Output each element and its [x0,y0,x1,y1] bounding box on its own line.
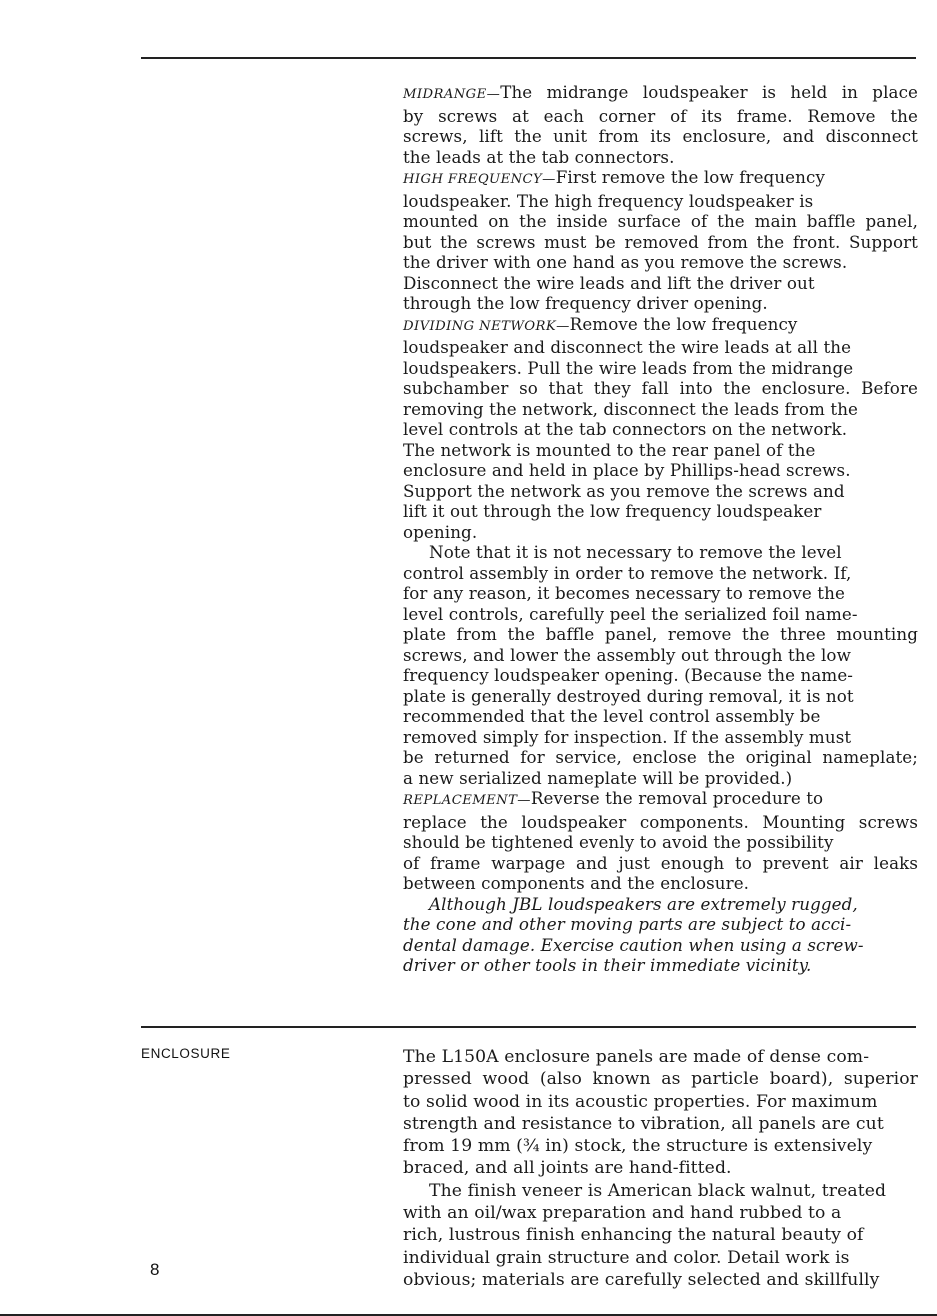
dividing-network-line: enclosure and held in place by Phillips-head screws. [403,460,851,480]
dividing-network-label: DIVIDING NETWORK— [403,318,570,334]
dividing-network-line: lift it out through the low frequency loudspeaker [403,501,822,521]
note-line: Note that it is not necessary to remove the level [429,542,842,562]
top-rule [141,57,916,59]
enclosure-line: braced, and all joints are hand-fitted. [403,1158,732,1179]
note-line: control assembly in order to remove the network. If, [403,562,852,583]
dividing-network-line: level controls at the tab connectors on the network. [403,419,848,439]
note-line: recommended that the level control assembly be [403,706,821,726]
note-line: plate is generally destroyed during removal, it is not [403,685,854,706]
midrange-line: by screws at each corner of its frame. Remove the [403,105,918,126]
enclosure-line: rich, lustrous finish enhancing the natural beauty of [403,1225,864,1246]
high-frequency-line: mounted on the inside surface of the main baffle panel, [403,211,918,231]
high-frequency-line: but the screws must be removed from the front. Support [403,231,918,252]
enclosure-heading: ENCLOSURE [141,1046,231,1061]
section-rule [141,1026,916,1028]
dividing-network-line: loudspeaker and disconnect the wire leads at all the [403,337,852,357]
note-line: screws, and lower the assembly out through the low [403,644,851,665]
dividing-network-line: loudspeakers. Pull the wire leads from the midrange [403,357,854,378]
enclosure-line: obvious; materials are carefully selected and skillfully [403,1269,880,1290]
dividing-network-line: removing the network, disconnect the leads from the [403,398,859,419]
high-frequency-label: HIGH FREQUENCY— [403,172,556,187]
enclosure-text [403,1046,918,1291]
replacement-line: of frame warpage and just enough to prevent air leaks [403,852,918,873]
dividing-network-line: DIVIDING NETWORK—Remove the low frequency [403,313,798,334]
disassembly-text [403,82,918,976]
midrange-line: MIDRANGE—The midrange loudspeaker is held in place [403,82,918,102]
replacement-line: replace the loudspeaker components. Mounting screws [403,811,918,832]
enclosure-line: The finish veneer is American black walnut, treated [429,1180,887,1201]
high-frequency-line: HIGH FREQUENCY—First remove the low frequency [403,167,825,187]
high-frequency-line: loudspeaker. The high frequency loudspeaker is [403,190,814,211]
caution-line: Although JBL loudspeakers are extremely rugged, [429,893,858,914]
enclosure-line: strength and resistance to vibration, all panels are cut [403,1113,884,1134]
caution-line: driver or other tools in their immediate vicinity. [403,955,812,975]
midrange-line: screws, lift the unit from its enclosure, and disconnect [403,126,918,146]
enclosure-line: individual grain structure and color. Detail work is [403,1247,850,1268]
midrange-line: the leads at the tab connectors. [403,146,675,167]
note-line: level controls, carefully peel the serialized foil name- [403,603,858,624]
note-line: removed simply for inspection. If the assembly must [403,726,852,747]
dividing-network-line: subchamber so that they fall into the enclosure. Before [403,378,918,398]
caution-line: dental damage. Exercise caution when using a screw- [403,934,864,955]
enclosure-line: The L150A enclosure panels are made of dense com- [403,1047,870,1067]
note-line: a new serialized nameplate will be provided.) [403,767,793,788]
dividing-network-line: opening. [403,521,478,542]
note-line: be returned for service, enclose the original nameplate; [403,747,918,767]
enclosure-line: to solid wood in its acoustic properties. For maximum [403,1091,878,1112]
replacement-line: REPLACEMENT—Reverse the removal procedure to [403,788,824,808]
enclosure-line: pressed wood (also known as particle board), superior [403,1069,918,1090]
enclosure-line: with an oil/wax preparation and hand rubbed to a [403,1203,842,1224]
page-number: 8 [150,1260,160,1279]
note-line: frequency loudspeaker opening. (Because the name- [403,665,854,685]
high-frequency-line: through the low frequency driver opening. [403,293,768,313]
replacement-line: should be tightened evenly to avoid the possibility [403,832,834,852]
replacement-line: between components and the enclosure. [403,873,750,893]
note-line: for any reason, it becomes necessary to remove the [403,583,845,603]
replacement-label: REPLACEMENT— [403,793,531,808]
dividing-network-line: The network is mounted to the rear panel of the [403,439,816,460]
midrange-label: MIDRANGE— [403,87,501,102]
caution-line: the cone and other moving parts are subject to acci- [403,914,852,934]
high-frequency-line: the driver with one hand as you remove the screws. [403,252,848,272]
enclosure-line: from 19 mm (¾ in) stock, the structure is extensively [403,1136,873,1157]
note-line: plate from the baffle panel, remove the three mounting [403,624,918,644]
dividing-network-line: Support the network as you remove the screws and [403,480,845,501]
high-frequency-line: Disconnect the wire leads and lift the driver out [403,272,815,293]
